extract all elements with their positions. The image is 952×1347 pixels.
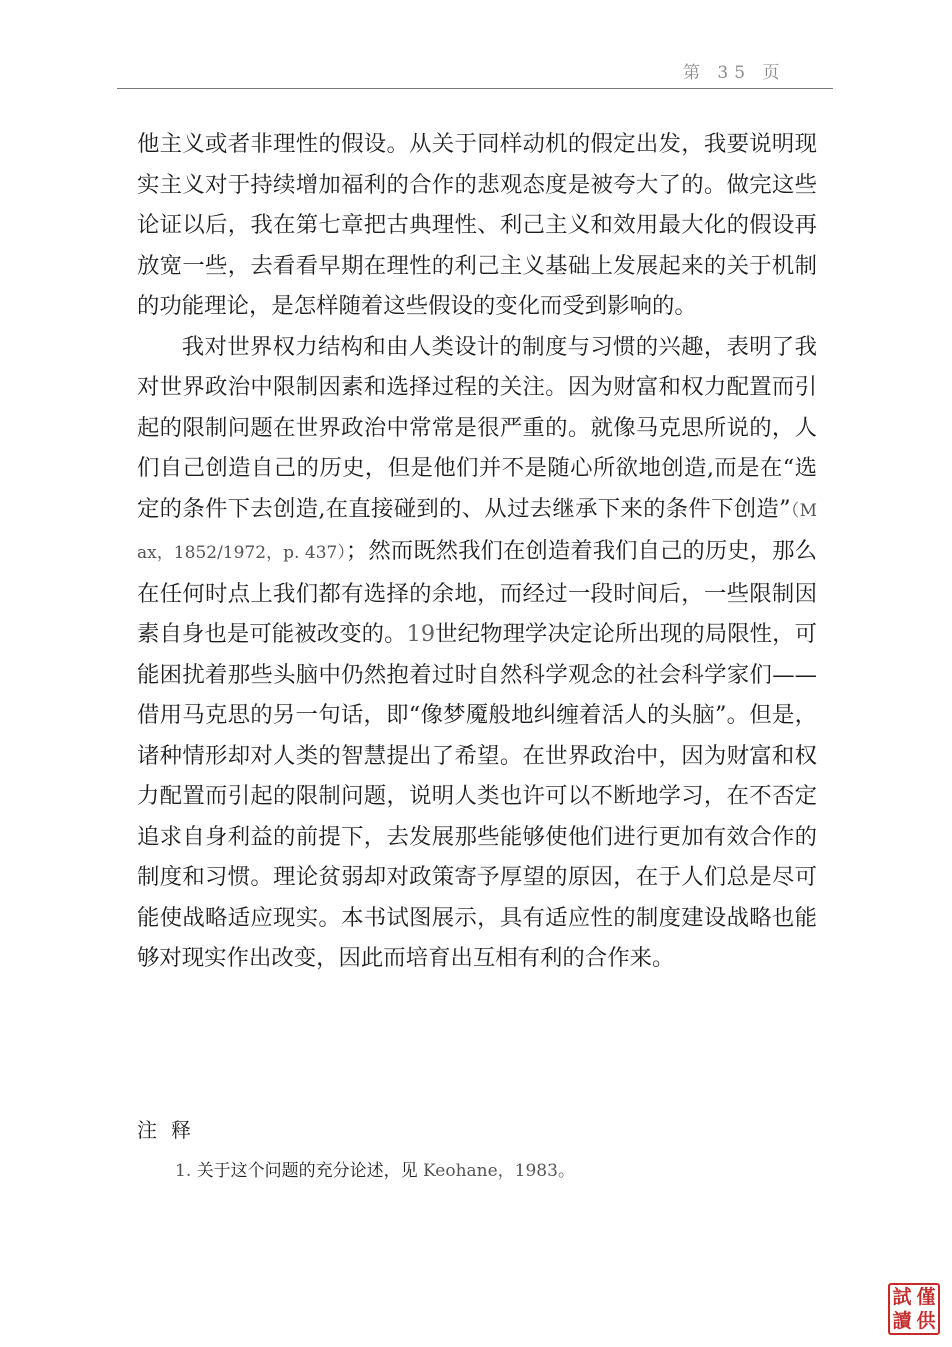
- paragraph-2: [137, 327, 817, 979]
- paragraph-1: 他主义或者非理性的假设。从关于同样动机的假定出发，我要说明现实主义对于持续增加福利的合作的悲观态度是被夸大了的。做完这些论证以后，我在第七章把古典理性、利己主义和效用最大化的假设再放宽一些，去看看早期在理性的利己主义基础上发展起来的关于机制的功能理论，是怎样随着这些假设的变化而受到影响的。: [137, 131, 817, 319]
- page-header: [0, 0, 952, 90]
- paragraph-2-part-1: 我对世界权力结构和由人类设计的制度与习惯的兴趣，表明了我对世界政治中限制因素和选择过程的关注。因为财富和权力配置而引起的限制问题在世界政治中常常是很严重的。就像马克思所说的，人们自己创造自己的历史，但是他们并不是随心所欲地创造,而是在“选定的条件下去创造,在直接碰到的、从过去继承下来的条件下创造”: [137, 333, 817, 522]
- paragraph-2-part-2: ；然而既然我们在创造着我们自己的历史，那么在任何时点上我们都有选择的余地，而经过一段时间后，一些限制因素自身也是可能被改变的。: [137, 538, 817, 647]
- note-text: 关于这个问题的充分论述，见: [196, 1161, 418, 1181]
- citation-marx: （Max，1852/1972，p. 437）: [137, 500, 817, 563]
- seal-char: 試: [892, 1285, 912, 1308]
- note-item: [175, 1158, 817, 1184]
- notes-section: [137, 1114, 817, 1184]
- century-number: 19: [406, 621, 436, 647]
- body-text: [137, 124, 817, 979]
- header-divider: [117, 88, 833, 89]
- note-reference: Keohane，1983。: [423, 1161, 575, 1181]
- trial-read-seal-icon: [888, 1283, 940, 1335]
- seal-char: 讀: [892, 1309, 912, 1332]
- seal-char: 供: [916, 1309, 936, 1332]
- paragraph-2-part-3: 世纪物理学决定论所出现的局限性，可能困扰着那些头脑中仍然抱着过时自然科学观念的社会科学家们——借用马克思的另一句话，即“像梦魇般地纠缠着活人的头脑”。但是，诸种情形却对人类的智慧提出了希望。在世界政治中，因为财富和权力配置而引起的限制问题，说明人类也许可以不断地学习，在不否定追求自身利益的前提下，去发展那些能够使他们进行更加有效合作的制度和习惯。理论贫弱却对政策寄予厚望的原因，在于人们总是尽可能使战略适应现实。本书试图展示，具有适应性的制度建设战略也能够对现实作出改变，因此而培育出互相有利的合作来。: [137, 621, 818, 971]
- note-number: 1.: [175, 1161, 192, 1181]
- seal-char: 僅: [916, 1285, 936, 1308]
- page-number: 第 35 页: [683, 63, 786, 83]
- notes-heading: 注释: [137, 1118, 205, 1142]
